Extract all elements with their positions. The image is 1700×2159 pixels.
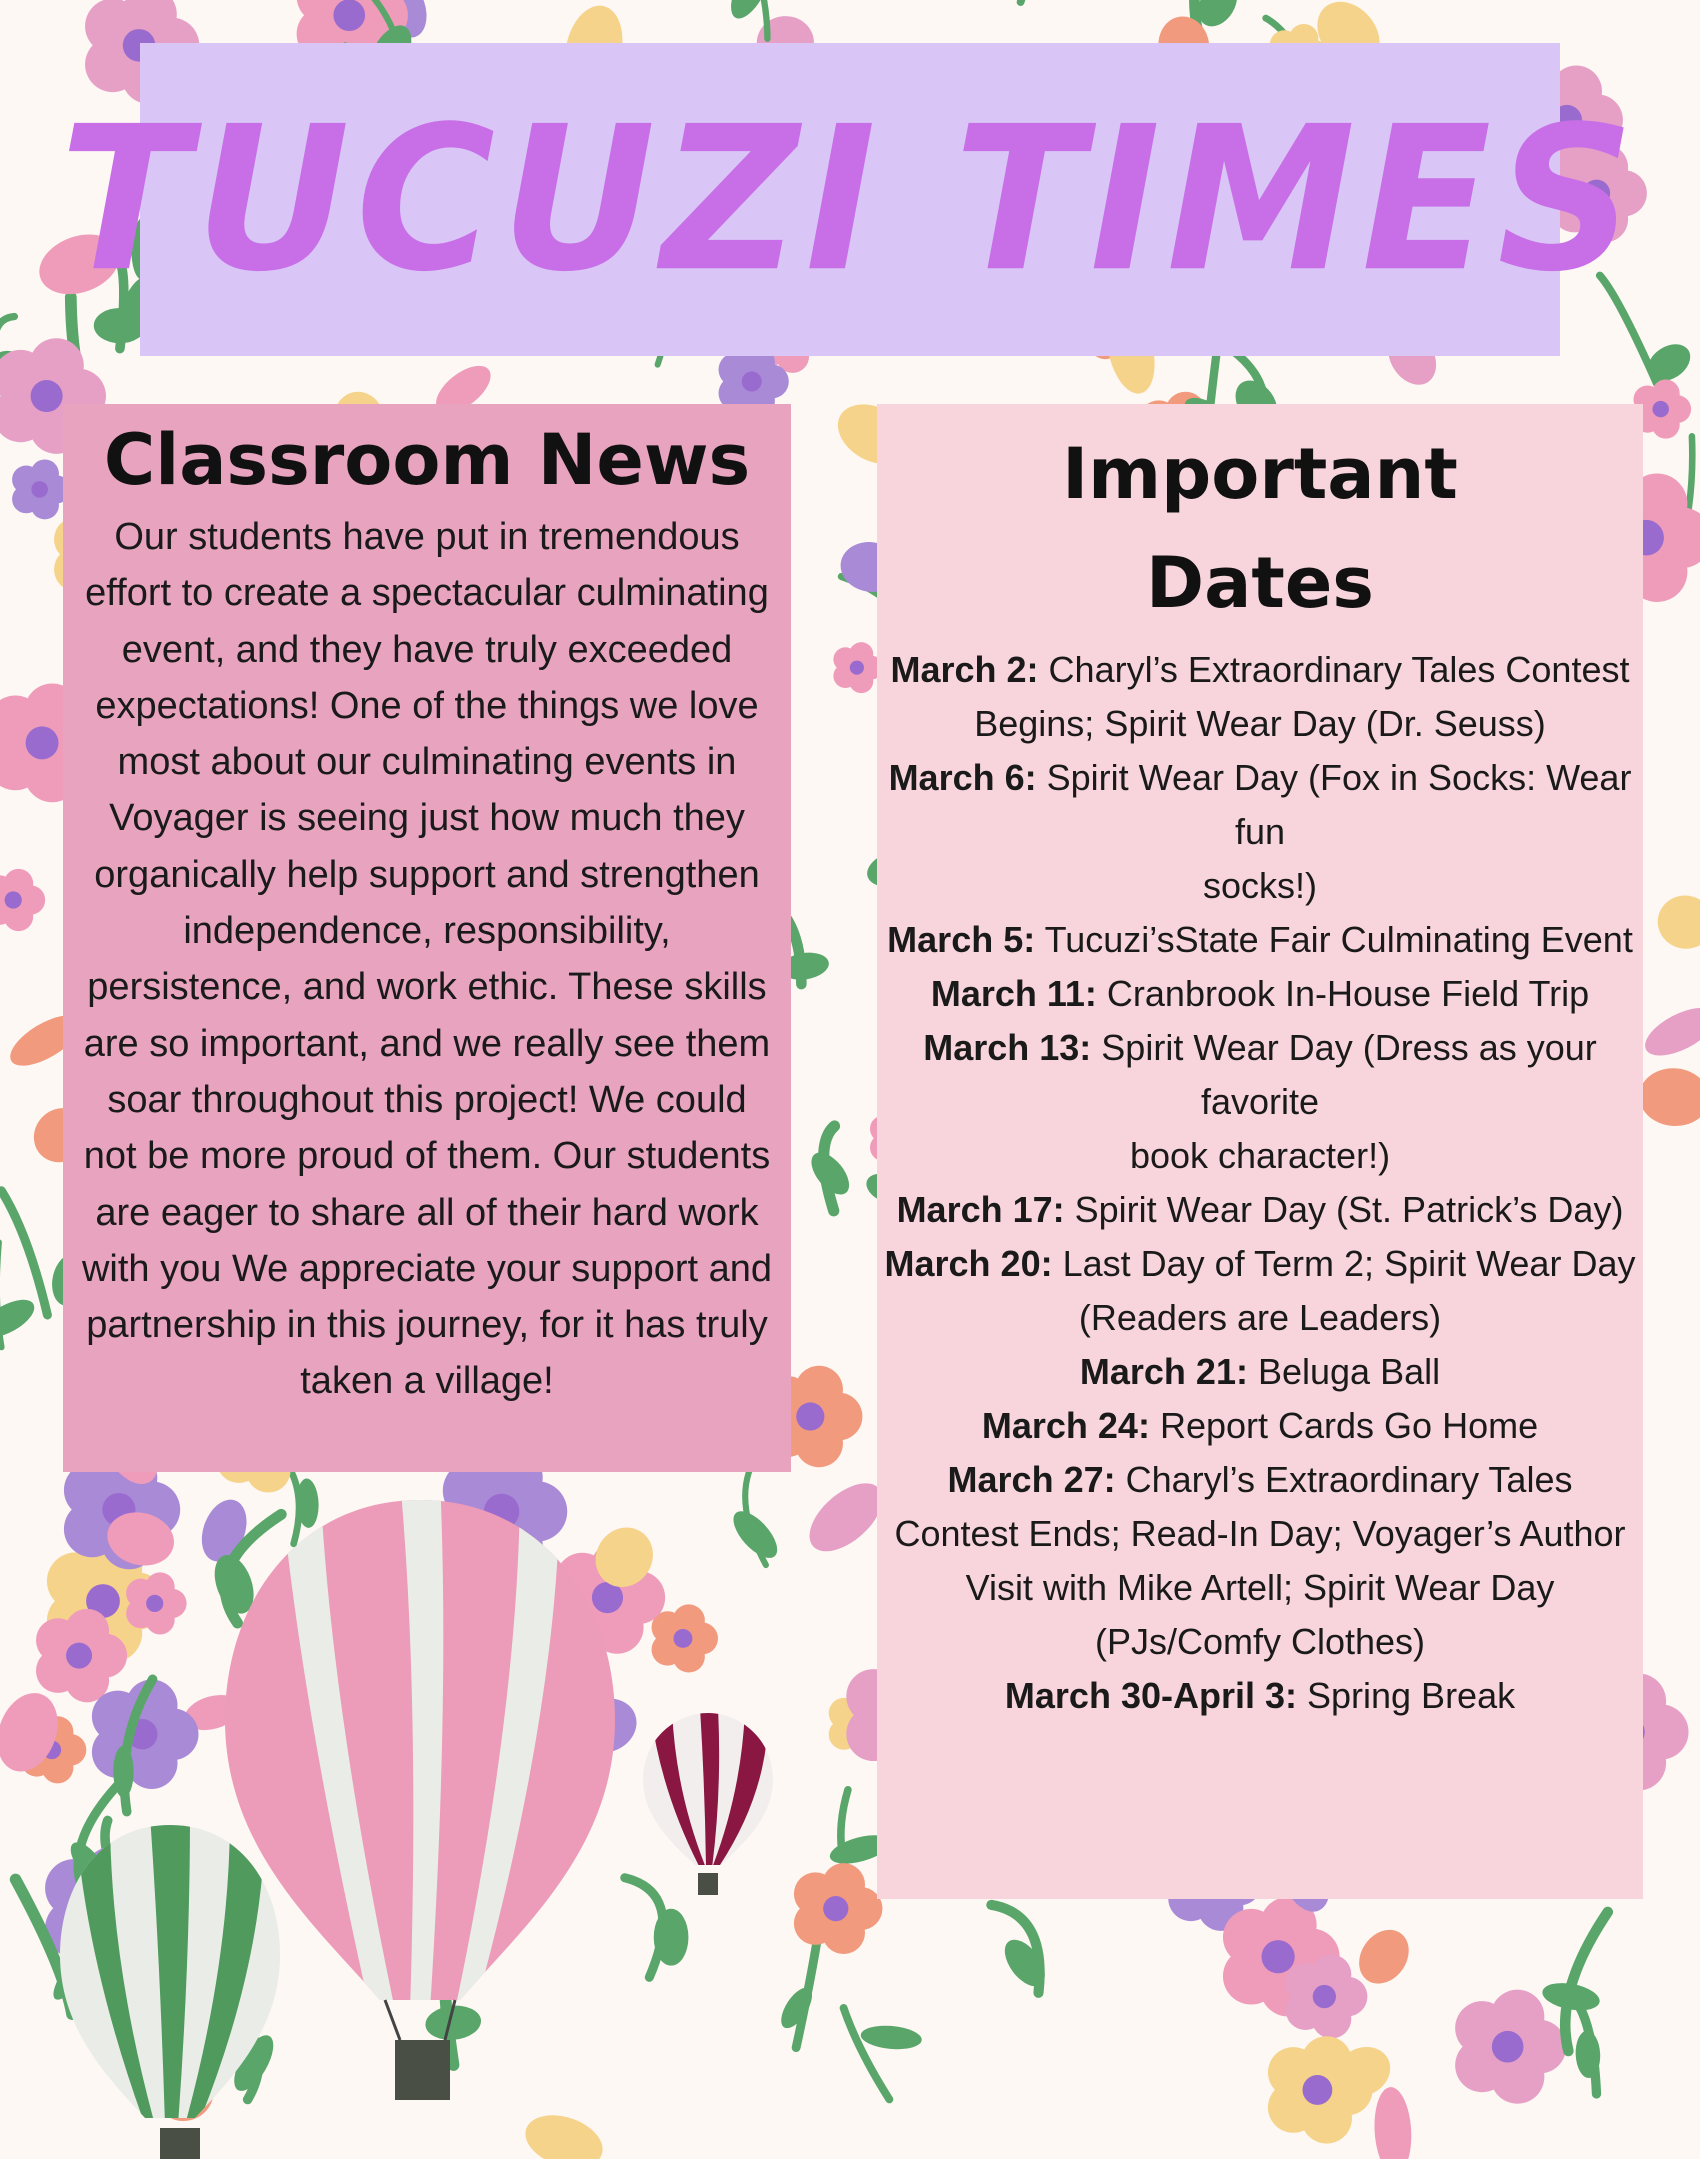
date-item xyxy=(881,1669,1639,1723)
floral-decoration xyxy=(26,726,59,759)
date-item xyxy=(881,1399,1639,1453)
floral-decoration xyxy=(384,1930,408,1954)
date-label: March 21: xyxy=(1079,1351,1248,1392)
date-text: Spring Break xyxy=(1296,1675,1516,1716)
floral-decoration xyxy=(1638,998,1700,1065)
floral-decoration xyxy=(1652,401,1668,417)
dates-list xyxy=(881,643,1639,1723)
floral-decoration xyxy=(146,2055,224,2132)
date-text: Spirit Wear Day (St. Patrick’s Day) xyxy=(1064,1189,1624,1230)
date-label: March 30-April 3: xyxy=(1004,1675,1297,1716)
date-item xyxy=(881,1021,1639,1183)
date-text: Charyl’s Extraordinary Tales Contest Ends; Read-In Day; Voyager’s Author Visit with Mike Artell; Spirit Wear Day (PJs/Comfy Clothes) xyxy=(894,1459,1626,1662)
floral-decoration xyxy=(466,1619,495,1648)
newsletter-title: TUCUZI TIMES xyxy=(59,83,1641,316)
important-dates-panel xyxy=(877,404,1643,1899)
date-text: Spirit Wear Day (Dress as your favorite book character!) xyxy=(1101,1027,1597,1176)
floral-decoration xyxy=(823,1896,848,1921)
important-dates-heading xyxy=(881,420,1639,637)
floral-decoration xyxy=(371,1655,424,1692)
date-text: Beluga Ball xyxy=(1247,1351,1441,1392)
floral-decoration xyxy=(1313,1985,1336,2008)
date-text: Spirit Wear Day (Fox in Socks: Wear fun socks!) xyxy=(1046,757,1632,906)
floral-decoration xyxy=(860,2023,923,2051)
date-item xyxy=(881,751,1639,913)
floral-decoration xyxy=(654,1909,689,1966)
floral-decoration xyxy=(424,2003,483,2042)
floral-decoration xyxy=(1303,2075,1333,2105)
date-label: March 20: xyxy=(884,1243,1053,1284)
date-text: Report Cards Go Home xyxy=(1149,1405,1539,1446)
floral-decoration xyxy=(1540,1979,1602,2015)
floral-decoration xyxy=(426,1729,461,1764)
classroom-news-panel xyxy=(63,404,791,1472)
date-label: March 11: xyxy=(930,973,1097,1014)
date-item xyxy=(881,1237,1639,1345)
floral-decoration xyxy=(1372,2086,1413,2159)
floral-decoration xyxy=(742,371,762,391)
floral-decoration xyxy=(392,1543,425,1576)
date-item xyxy=(881,1453,1639,1669)
date-label: March 5: xyxy=(887,919,1036,960)
floral-decoration xyxy=(519,2106,610,2159)
date-label: March 17: xyxy=(896,1189,1065,1230)
date-label: March 13: xyxy=(923,1027,1092,1068)
title-banner xyxy=(59,43,1641,356)
floral-decoration xyxy=(168,1834,253,1917)
floral-decoration xyxy=(1,1191,47,1315)
floral-decoration xyxy=(1653,891,1700,954)
floral-decoration xyxy=(1492,2031,1524,2063)
date-text: Charyl’s Extraordinary Tales Contest Begins; Spirit Wear Day (Dr. Seuss) xyxy=(974,649,1630,744)
date-text: Cranbrook In-House Field Trip xyxy=(1096,973,1590,1014)
floral-decoration xyxy=(796,1402,824,1430)
floral-decoration xyxy=(333,0,365,31)
date-item xyxy=(881,1345,1639,1399)
heading-line-2: Dates xyxy=(1146,541,1374,624)
date-label: March 6: xyxy=(888,757,1037,798)
heading-line-1: Important xyxy=(1062,433,1458,515)
date-item xyxy=(881,643,1639,751)
date-item xyxy=(881,913,1639,967)
floral-decoration xyxy=(850,661,864,675)
floral-decoration xyxy=(66,1643,92,1669)
floral-decoration xyxy=(0,1292,40,1344)
floral-decoration xyxy=(5,891,22,908)
date-label: March 24: xyxy=(981,1405,1150,1446)
floral-decoration xyxy=(484,1494,519,1529)
date-label: March 2: xyxy=(890,649,1039,690)
classroom-news-heading: Classroom News xyxy=(103,419,751,501)
floral-decoration xyxy=(1637,1066,1700,1129)
floral-decoration xyxy=(31,380,63,412)
floral-decoration xyxy=(844,2008,890,2099)
floral-decoration xyxy=(726,1504,785,1565)
classroom-news-body: Our students have put in tremendous effort to create a spectacular culminating event, and they have truly exceeded expectations! One of the things we love most about our culminating events in Voyager is seeing just how much they organically help support and strengthen independence, responsibility, persistence, and work ethic. These skills are so important, and we really see them soar throughout this project! We could not be more proud of them. Our students are eager to share all of their hard work with you We appreciate your support and partnership in this journey, for it has truly taken a village! xyxy=(81,516,773,1403)
date-label: March 27: xyxy=(947,1459,1116,1500)
date-item xyxy=(881,1183,1639,1237)
floral-decoration xyxy=(568,1689,645,1761)
date-text: Last Day of Term 2; Spirit Wear Day (Readers are Leaders) xyxy=(1062,1243,1636,1338)
floral-decoration xyxy=(975,0,1026,2)
floral-decoration xyxy=(1261,1940,1294,1973)
date-text: Tucuzi’sState Fair Culminating Event xyxy=(1035,919,1633,960)
floral-decoration xyxy=(143,1945,205,2034)
floral-decoration xyxy=(31,481,48,498)
date-item xyxy=(881,967,1639,1021)
floral-decoration xyxy=(146,1595,163,1612)
floral-decoration xyxy=(673,1629,692,1648)
